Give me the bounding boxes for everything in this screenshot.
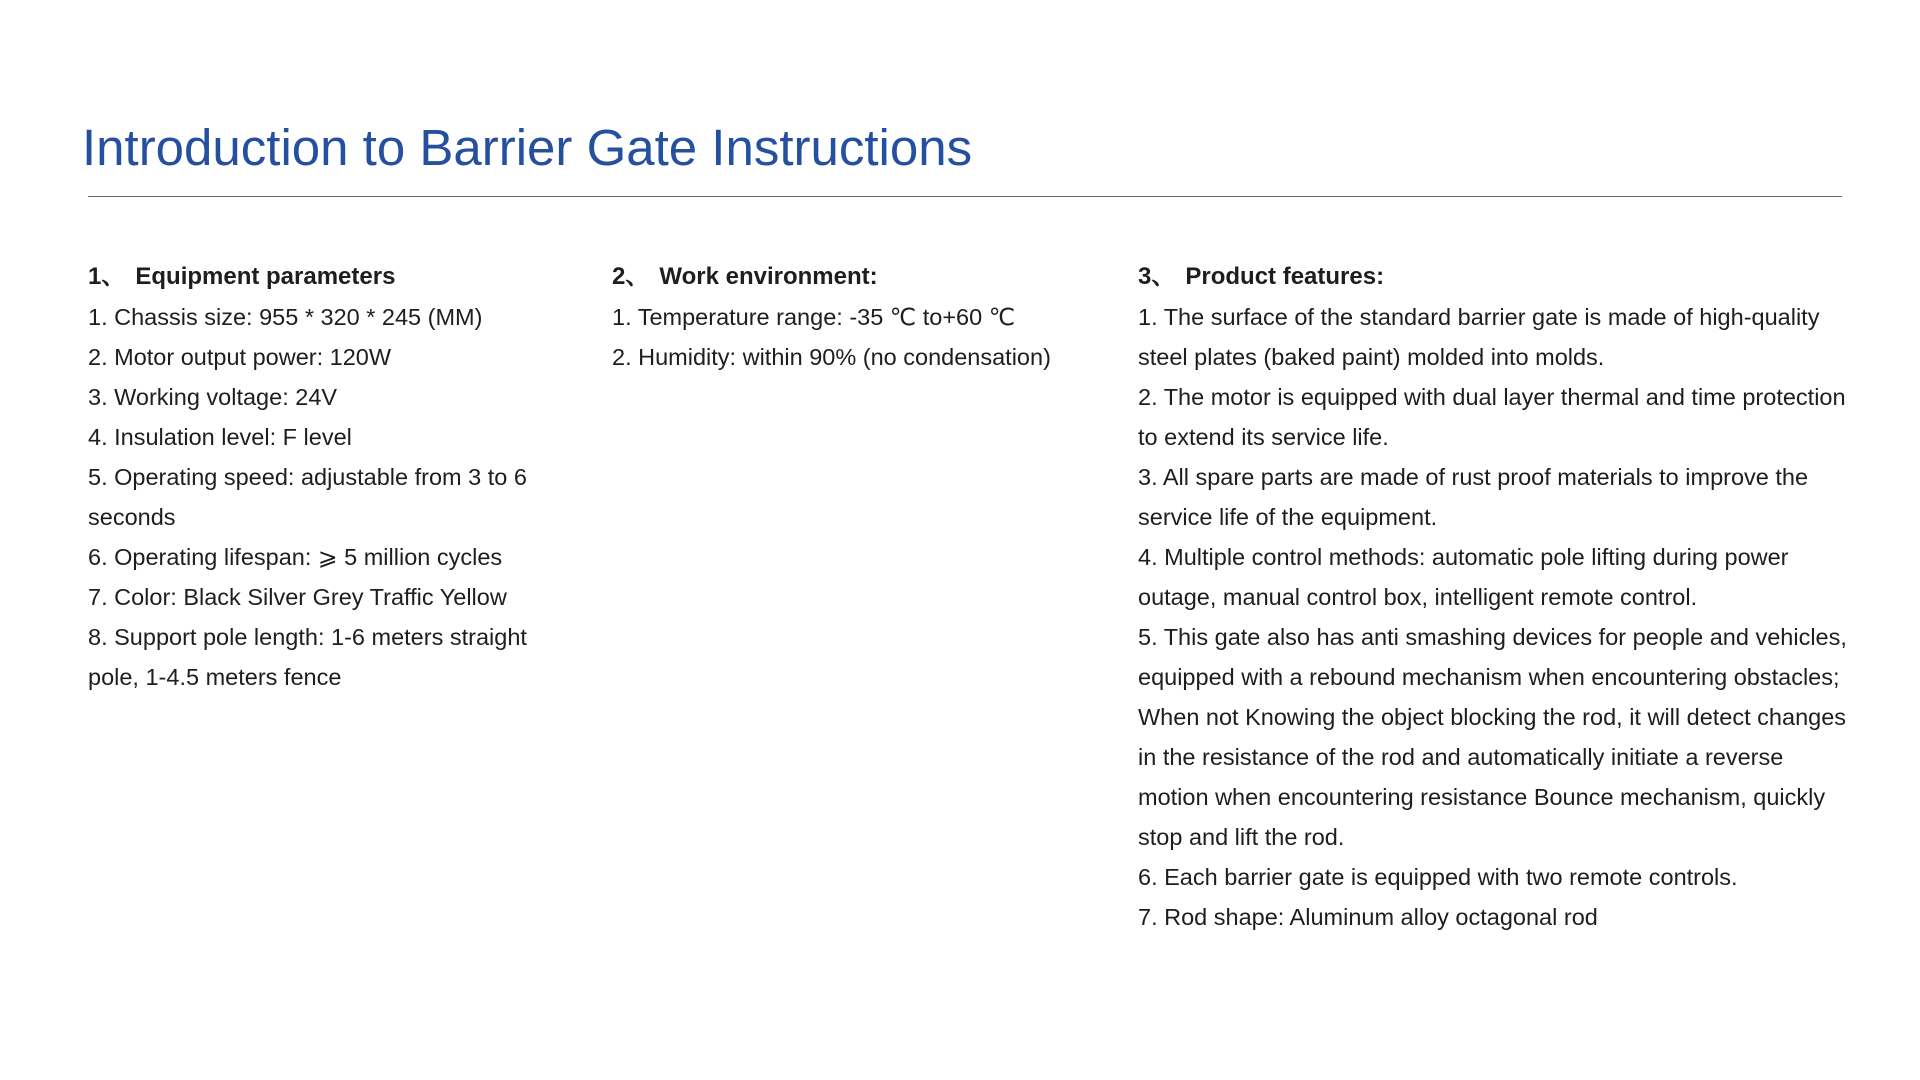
list-item: 8. Support pole length: 1-6 meters straight pole, 1-4.5 meters fence (88, 624, 527, 690)
section-number: 1、 (88, 263, 126, 290)
list-item: 2. Motor output power: 120W (88, 344, 392, 370)
list-item: 4. Multiple control methods: automatic pole lifting during power outage, manual control box, intelligent remote control. (1138, 544, 1789, 610)
product-features-list (1138, 297, 1858, 937)
list-item: 5. This gate also has anti smashing devices for people and vehicles, equipped with a rebound mechanism when encountering obstacles; When not Knowing the object blocking the rod, it will detect changes in the resistance of the rod and automatically initiate a reverse motion when encountering resistance Bounce mechanism, quickly stop and lift the rod. (1138, 624, 1847, 850)
list-item: 1. Chassis size: 955 * 320 * 245 (MM) (88, 304, 483, 330)
section-title: Equipment parameters (135, 263, 396, 290)
section-number: 2、 (612, 263, 650, 290)
list-item: 6. Operating lifespan: ⩾ 5 million cycles (88, 544, 503, 570)
section-number: 3、 (1138, 263, 1176, 290)
title-divider (88, 196, 1842, 197)
list-item: 7. Color: Black Silver Grey Traffic Yellow (88, 584, 507, 610)
list-item: 3. Working voltage: 24V (88, 384, 338, 410)
work-environment-list (612, 297, 1082, 377)
section-heading-work-environment (612, 257, 1082, 297)
equipment-parameters-section (88, 257, 558, 697)
section-heading-equipment-parameters (88, 257, 558, 297)
list-item: 5. Operating speed: adjustable from 3 to 6 seconds (88, 464, 527, 530)
list-item: 4. Insulation level: F level (88, 424, 352, 450)
equipment-parameters-list (88, 297, 558, 697)
list-item: 1. The surface of the standard barrier gate is made of high-quality steel plates (baked paint) molded into molds. (1138, 304, 1820, 370)
work-environment-section (612, 257, 1082, 377)
page-title: Introduction to Barrier Gate Instructions (82, 119, 973, 176)
list-item: 1. Temperature range: -35 ℃ to+60 ℃ (612, 304, 1016, 330)
section-title: Work environment: (659, 263, 878, 290)
section-title: Product features: (1185, 263, 1385, 290)
list-item: 6. Each barrier gate is equipped with two remote controls. (1138, 864, 1738, 890)
list-item: 7. Rod shape: Aluminum alloy octagonal rod (1138, 904, 1598, 930)
list-item: 2. The motor is equipped with dual layer thermal and time protection to extend its service life. (1138, 384, 1846, 450)
list-item: 2. Humidity: within 90% (no condensation) (612, 344, 1051, 370)
list-item: 3. All spare parts are made of rust proof materials to improve the service life of the equipment. (1138, 464, 1809, 530)
section-heading-product-features (1138, 257, 1858, 297)
product-features-section (1138, 257, 1858, 937)
